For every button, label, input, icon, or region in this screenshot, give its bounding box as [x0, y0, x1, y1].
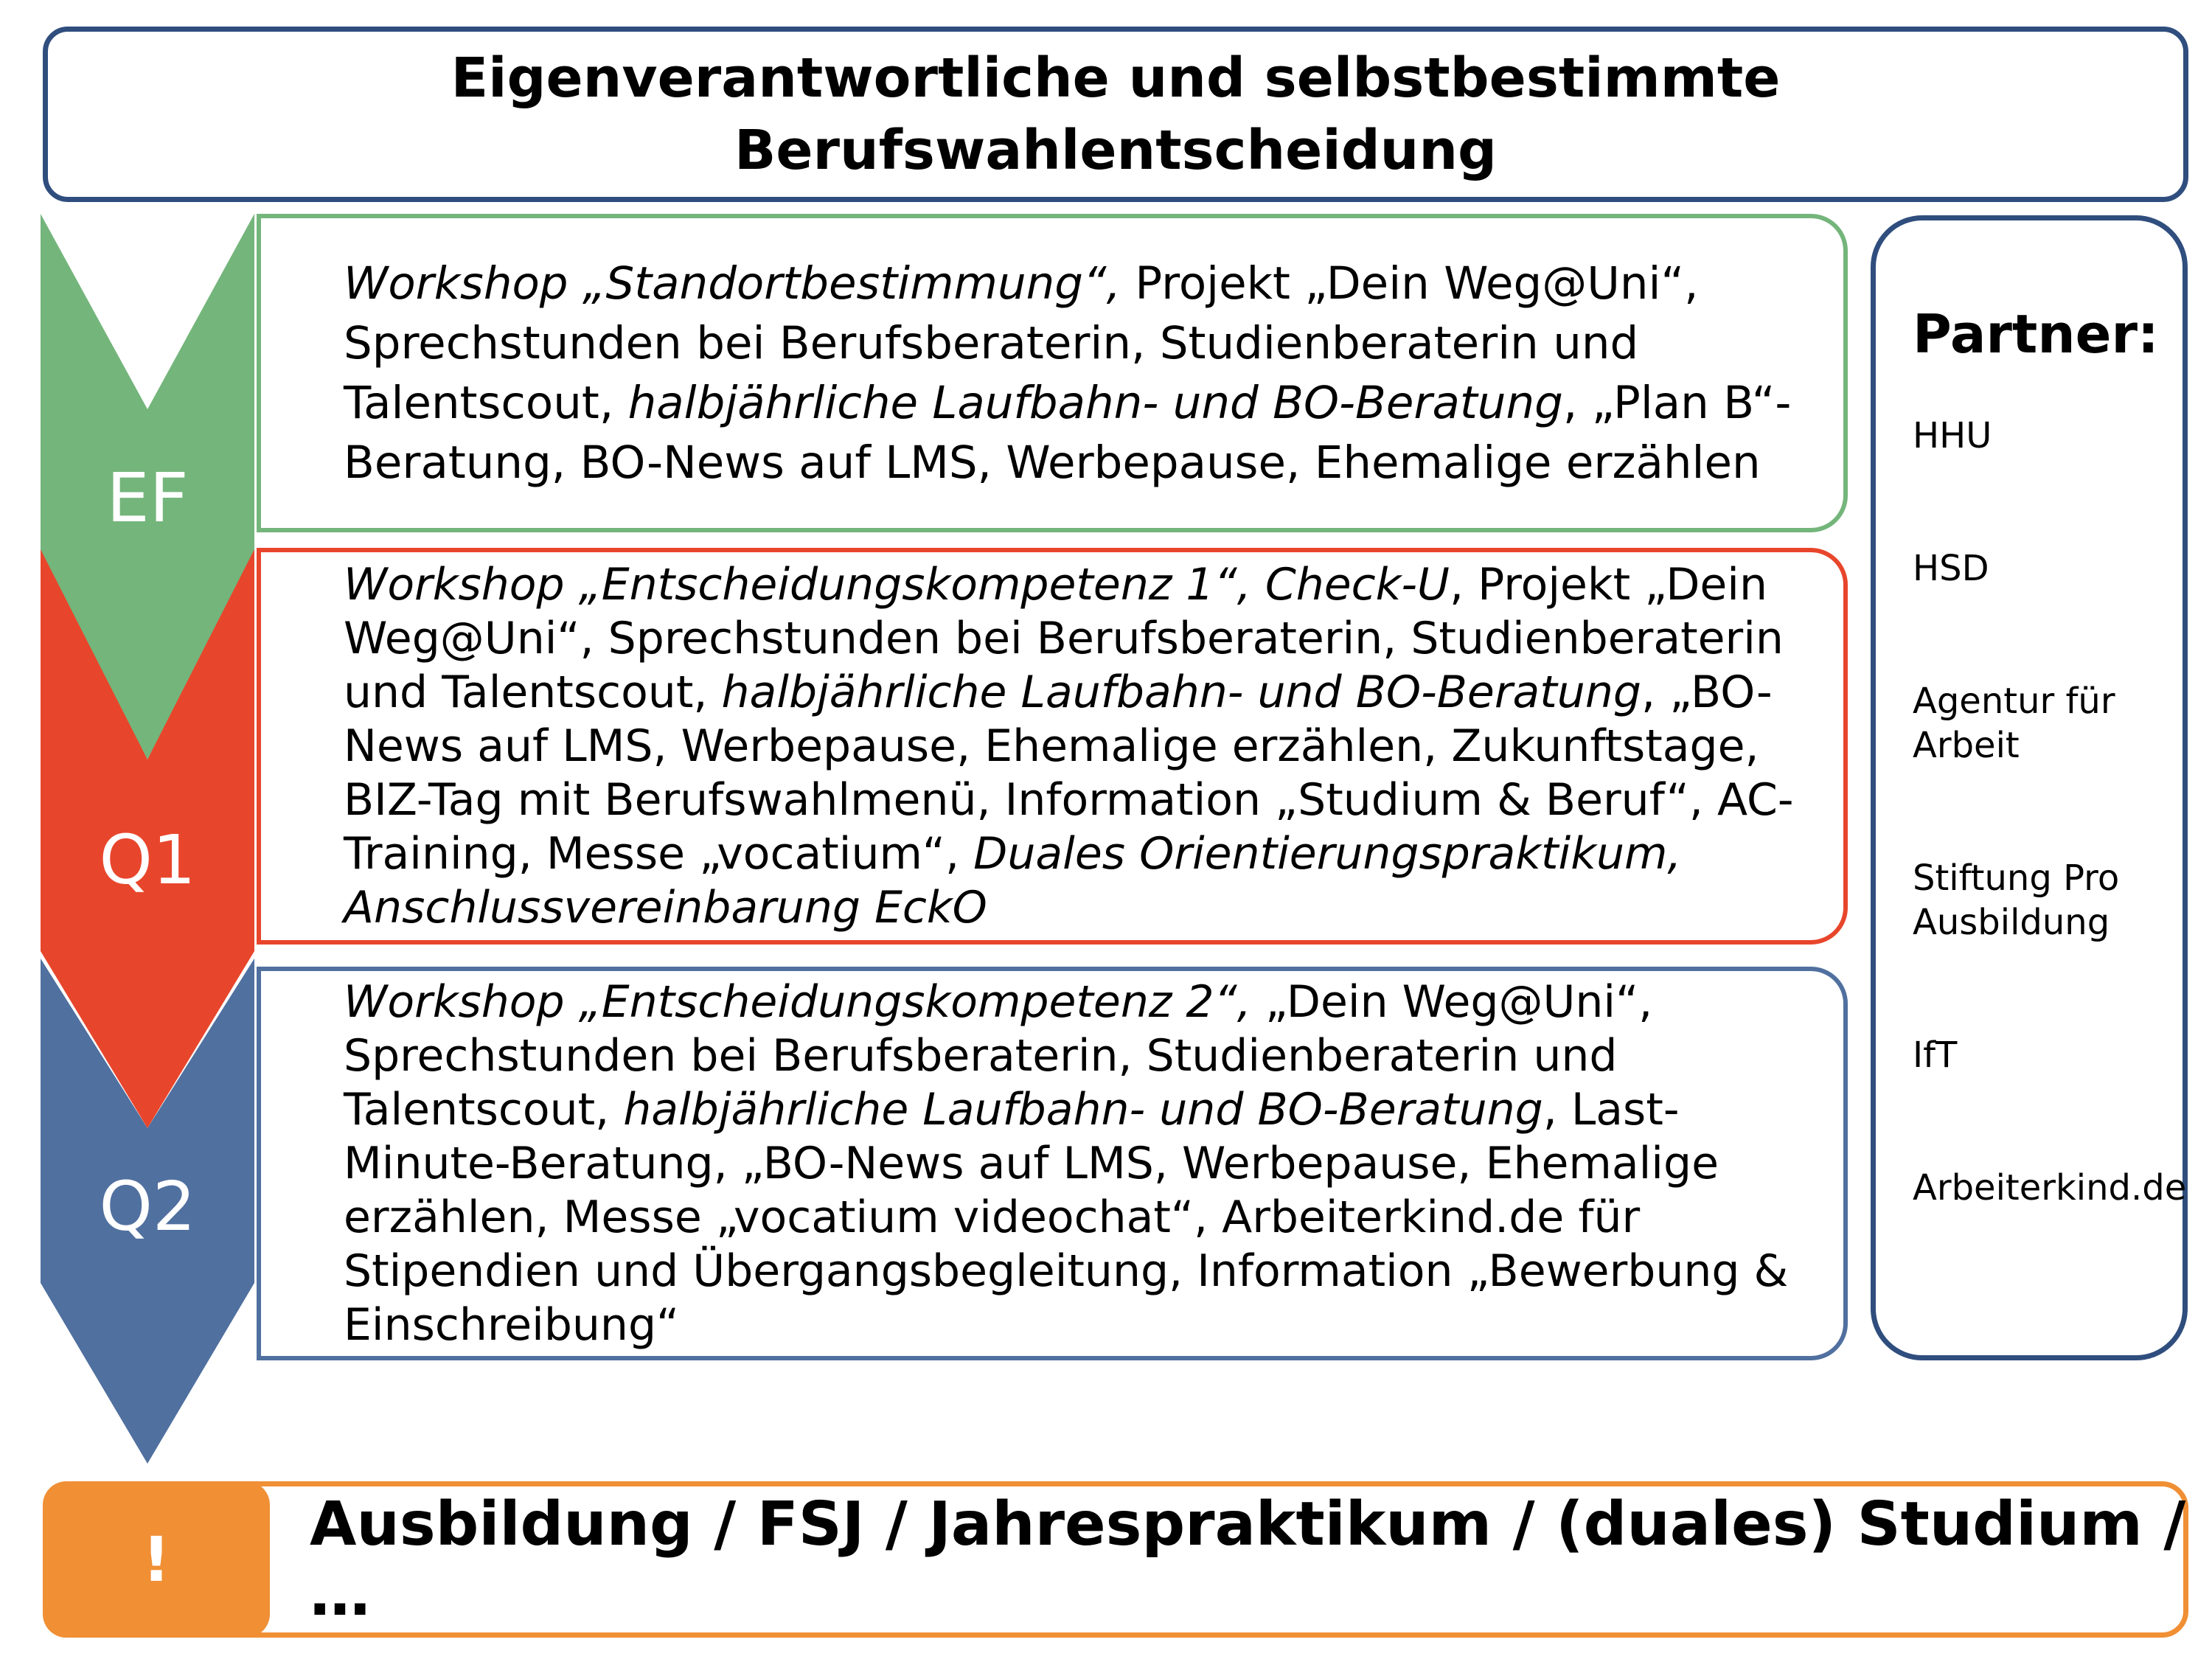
partner-item: IfT: [1913, 1034, 1958, 1076]
activity-text-italic: Workshop „Entscheidungskompetenz 2“,: [344, 975, 1265, 1028]
title-line-1: Eigenverantwortliche und selbstbestimmte: [451, 46, 1781, 110]
content-box-q1: [257, 548, 1848, 945]
partner-box: [1871, 215, 2188, 1360]
content-text-q2: [344, 975, 1821, 1352]
activity-text: , Projekt „Dein Weg@Uni“, Sprechstunden bei Berufsberaterin, Studienberaterin und Talentscout,: [344, 558, 1784, 718]
activity-text-italic: halbjährliche Laufbahn- und BO-Beratung: [721, 666, 1641, 718]
partner-item: Agentur für Arbeit: [1913, 681, 2115, 766]
stage-label-q1: Q1: [99, 821, 196, 900]
content-text-q1: [344, 558, 1821, 935]
activity-text-italic: Workshop „Standortbestimmung“,: [344, 257, 1135, 310]
activity-text-italic: halbjährliche Laufbahn- und BO-Beratung: [627, 377, 1563, 429]
partner-item: Arbeiterkind.de: [1913, 1167, 2187, 1208]
stage-label-q2: Q2: [99, 1167, 196, 1246]
content-text-ef: [344, 254, 1821, 493]
partner-title: Partner:: [1913, 303, 2159, 365]
activity-text-italic: halbjährliche Laufbahn- und BO-Beratung: [623, 1083, 1543, 1135]
outcome-badge: !: [43, 1481, 270, 1638]
activity-text: , „Plan B“-Beratung, BO-News auf LMS, Werbepause, Ehemalige erzählen: [344, 377, 1792, 489]
stage-label-ef: EF: [106, 459, 189, 538]
activity-text: , Last-Minute-Beratung, „BO-News auf LMS, Werbepause, Ehemalige erzählen, Messe „vocatium videochat“, Arbeiterkind.de für Stipendien und Übergangsbegleitung, Information „Bewerbung & Einschreibung“: [344, 1083, 1789, 1351]
partner-item: HSD: [1913, 548, 1989, 589]
partner-item: HHU: [1913, 415, 1992, 456]
title-line-2: Berufswahlentscheidung: [734, 119, 1498, 182]
activity-text-italic: Workshop „Entscheidungskompetenz 1“, Check-U: [344, 558, 1450, 611]
partner-item: Stiftung Pro Ausbildung: [1913, 858, 2120, 943]
activity-text: , „BO-News auf LMS, Werbepause, Ehemalige erzählen, Zukunftstage, BIZ-Tag mit Berufswahlmenü, Information „Studium & Beruf“, AC-Training, Messe „vocatium“,: [344, 666, 1794, 880]
outcome-text: Ausbildung / FSJ / Jahrespraktikum / (duales) Studium / …: [310, 1489, 2186, 1630]
activity-text: Projekt „Dein Weg@Uni“, Sprechstunden bei Berufsberaterin, Studienberaterin und Talentscout,: [344, 257, 1699, 429]
content-box-ef: [257, 214, 1848, 532]
activity-text-italic: Duales Orientierungspraktikum, Anschlussvereinbarung EckO: [344, 827, 1682, 933]
activity-text: „Dein Weg@Uni“, Sprechstunden bei Berufsberaterin, Studienberaterin und Talentscout,: [344, 975, 1653, 1135]
content-box-q2: [257, 967, 1848, 1360]
